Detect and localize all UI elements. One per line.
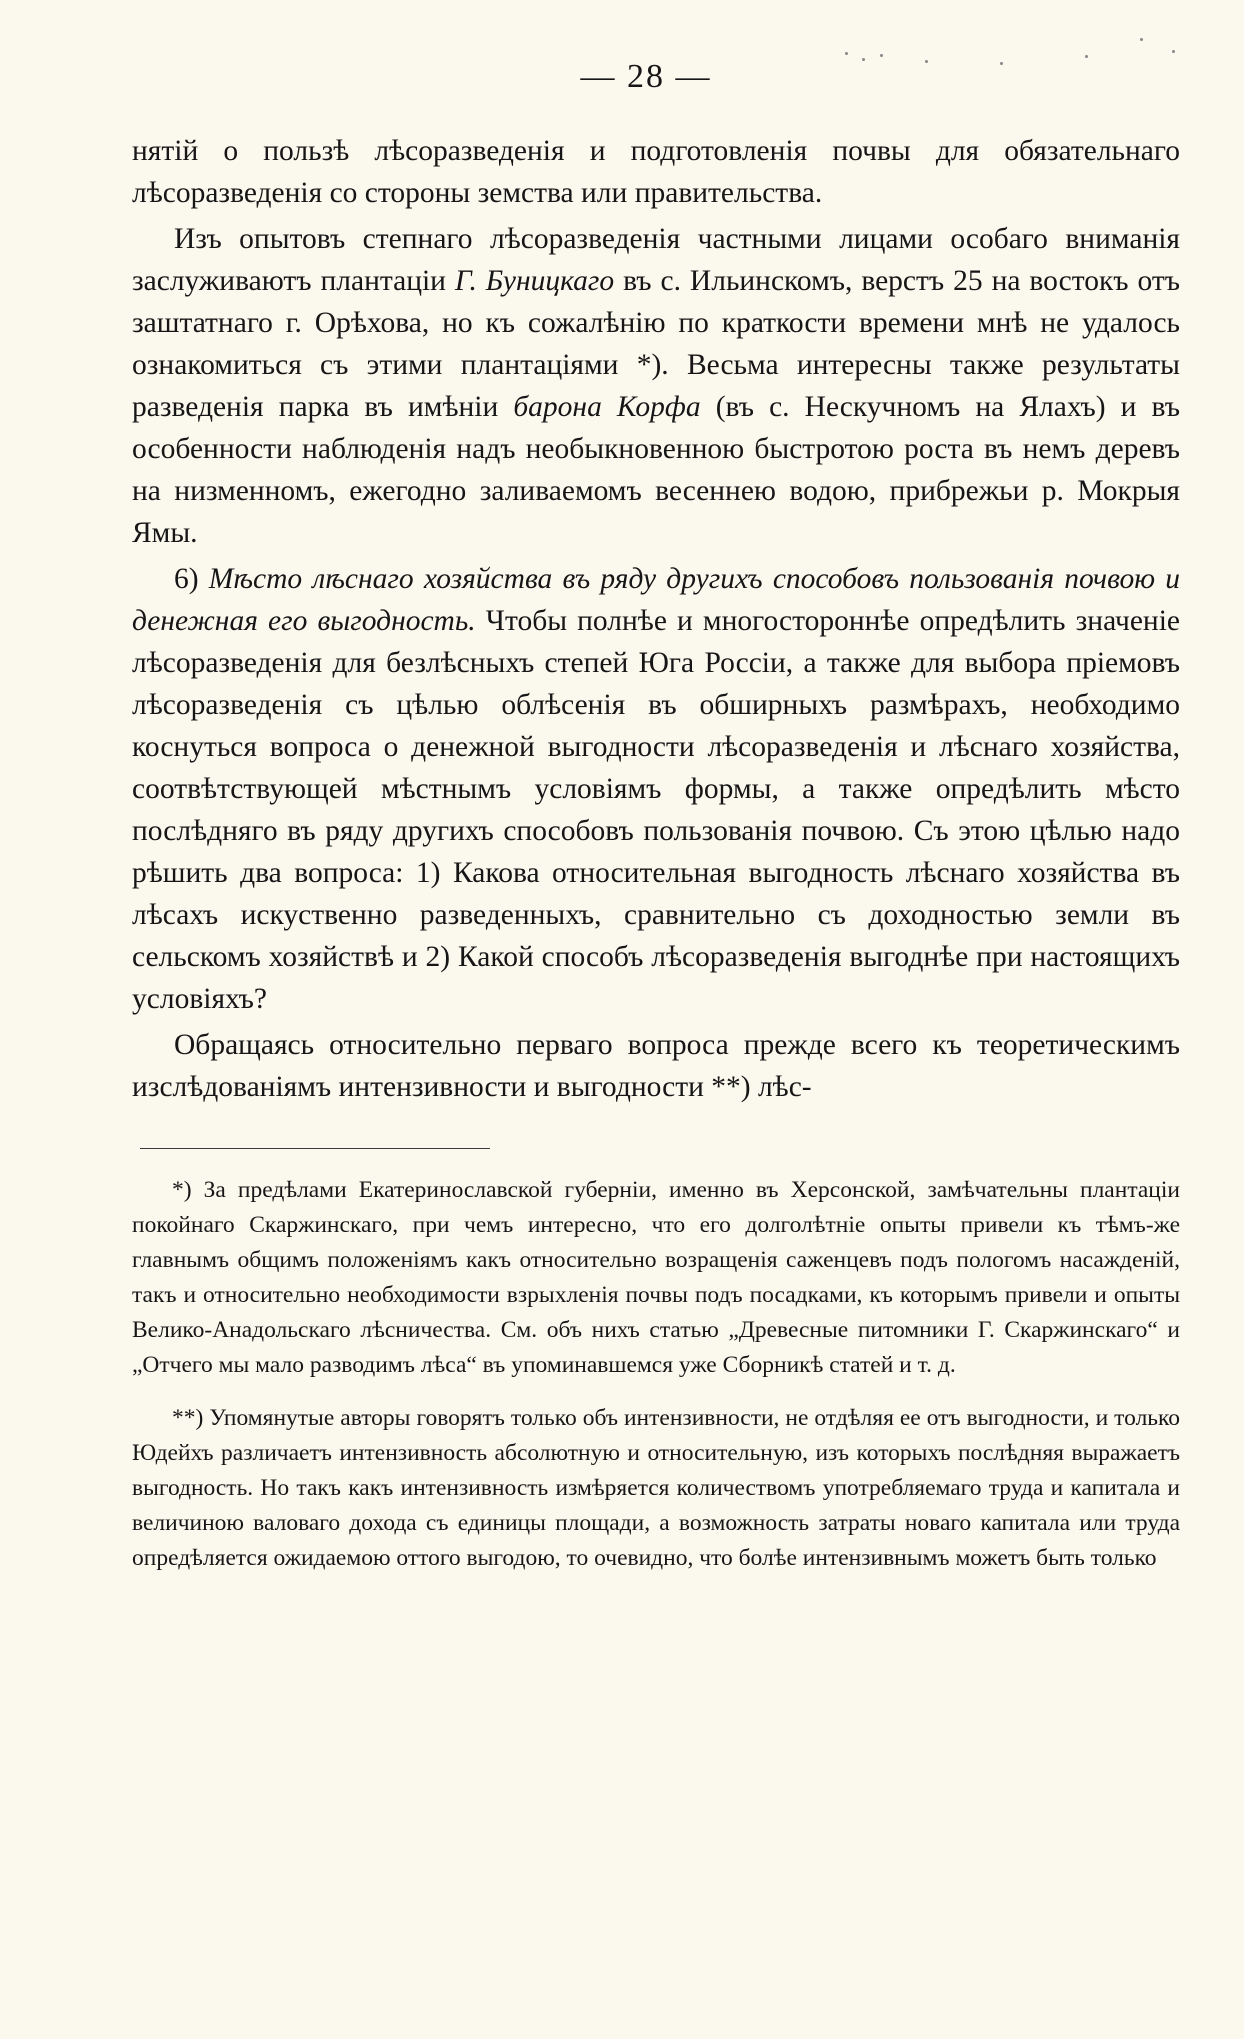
footnote-1: *) За предѣлами Екатеринославской губерніи, именно въ Херсонской, замѣчательны плантаціи покойнаго Скаржинскаго, при чемъ интересно, что его долголѣтніе опыты привели къ тѣмъ-же главнымъ общимъ положеніямъ какъ относительно возращенія саженцевъ подъ пологомъ насажденій, такъ и относительно необходимости взрыхленія почвы подъ посадками, къ которымъ привели и опыты Велико-Анадольскаго лѣсничества. См. объ нихъ статью „Древесные питомники Г. Скаржинскаго“ и „Отчего мы мало разводимъ лѣса“ въ упоминавшемся уже Сборникѣ статей и т. д. <box>132 1177 1180 1378</box>
paragraph-plantations <box>132 218 1180 554</box>
paragraph-first-question: Обращаясь относительно перваго вопроса прежде всего къ теоретическимъ изслѣдованіямъ интензивности и выгодности **) лѣс- <box>132 1029 1180 1103</box>
book-page <box>132 58 1180 1576</box>
paragraph-section-6 <box>132 558 1180 1020</box>
section-number: 6) <box>174 563 209 595</box>
paragraph-continuation: нятій о пользѣ лѣсоразведенія и подготовленія почвы для обязательнаго лѣсоразведенія со стороны земства или правительства. <box>132 135 1180 209</box>
scan-speck <box>880 54 883 57</box>
footnote-divider <box>140 1148 490 1149</box>
scan-speck <box>1000 62 1003 65</box>
italic-name-korf: барона Корфа <box>513 391 701 423</box>
paragraph-plantations-text-2: въ с. Ильинскомъ, верстъ 25 на востокъ отъ заштатнаго г. Орѣхова, но къ сожалѣнію по краткости времени мнѣ не удалось ознакомиться съ этими плантаціями *). Весьма интересны также результаты разведенія парка въ имѣніи <box>132 265 1180 423</box>
footnotes <box>132 1173 1180 1576</box>
footnote-2: **) Упомянутые авторы говорятъ только объ интензивности, не отдѣляя ее отъ выгодности, и только Юдейхъ различаетъ интензивность абсолютную и относительную, изъ которыхъ послѣдняя выражаетъ выгодность. Но такъ какъ интензивность измѣряется количествомъ употребляемаго труда и капитала и величиною валоваго дохода съ единицы площади, а возможность затраты новаго капитала или труда опредѣляется ожидаемою оттого выгодою, то очевидно, что болѣе интензивнымъ можетъ быть только <box>132 1405 1180 1571</box>
scan-speck <box>862 58 865 61</box>
paragraph-plantations-text-3: (въ с. Нескучномъ на Ялахъ) и въ особенности наблюденія надъ необыкновенною быстротою роста въ немъ деревъ на низменномъ, ежегодно заливаемомъ весеннею водою, прибрежьи р. Мокрыя Ямы. <box>132 391 1180 549</box>
scan-speck <box>1085 55 1088 58</box>
main-text <box>132 130 1180 1108</box>
page-number: — 28 — <box>580 58 712 95</box>
scan-speck <box>925 60 928 63</box>
section-heading: Мѣсто лѣснаго хозяйства въ ряду другихъ способовъ пользованія почвою и денежная его выгодность. <box>132 563 1180 637</box>
scan-speck <box>1140 38 1143 41</box>
italic-name-bunitsky: Г. Буницкаго <box>454 265 615 297</box>
scan-speck <box>845 52 848 55</box>
scan-speck <box>1172 50 1175 53</box>
section-text: Чтобы полнѣе и многостороннѣе опредѣлить значеніе лѣсоразведенія для безлѣсныхъ степей Юга Россіи, а также для выбора пріемовъ лѣсоразведенія съ цѣлью облѣсенія въ обширныхъ размѣрахъ, необходимо коснуться вопроса о денежной выгодности лѣсоразведенія и лѣснаго хозяйства, соотвѣтствующей мѣстнымъ условіямъ формы, а также опредѣлить мѣсто послѣдняго въ ряду другихъ способовъ пользованія почвою. Съ этою цѣлью надо рѣшить два вопроса: 1) Какова относительная выгодность лѣснаго хозяйства въ лѣсахъ искуственно разведенныхъ, сравнительно съ доходностью земли въ сельскомъ хозяйствѣ и 2) Какой способъ лѣсоразведенія выгоднѣе при настоящихъ условіяхъ? <box>132 605 1180 1015</box>
paragraph-plantations-text-1: Изъ опытовъ степнаго лѣсоразведенія частными лицами особаго вниманія заслуживаютъ плантаціи <box>132 223 1180 297</box>
